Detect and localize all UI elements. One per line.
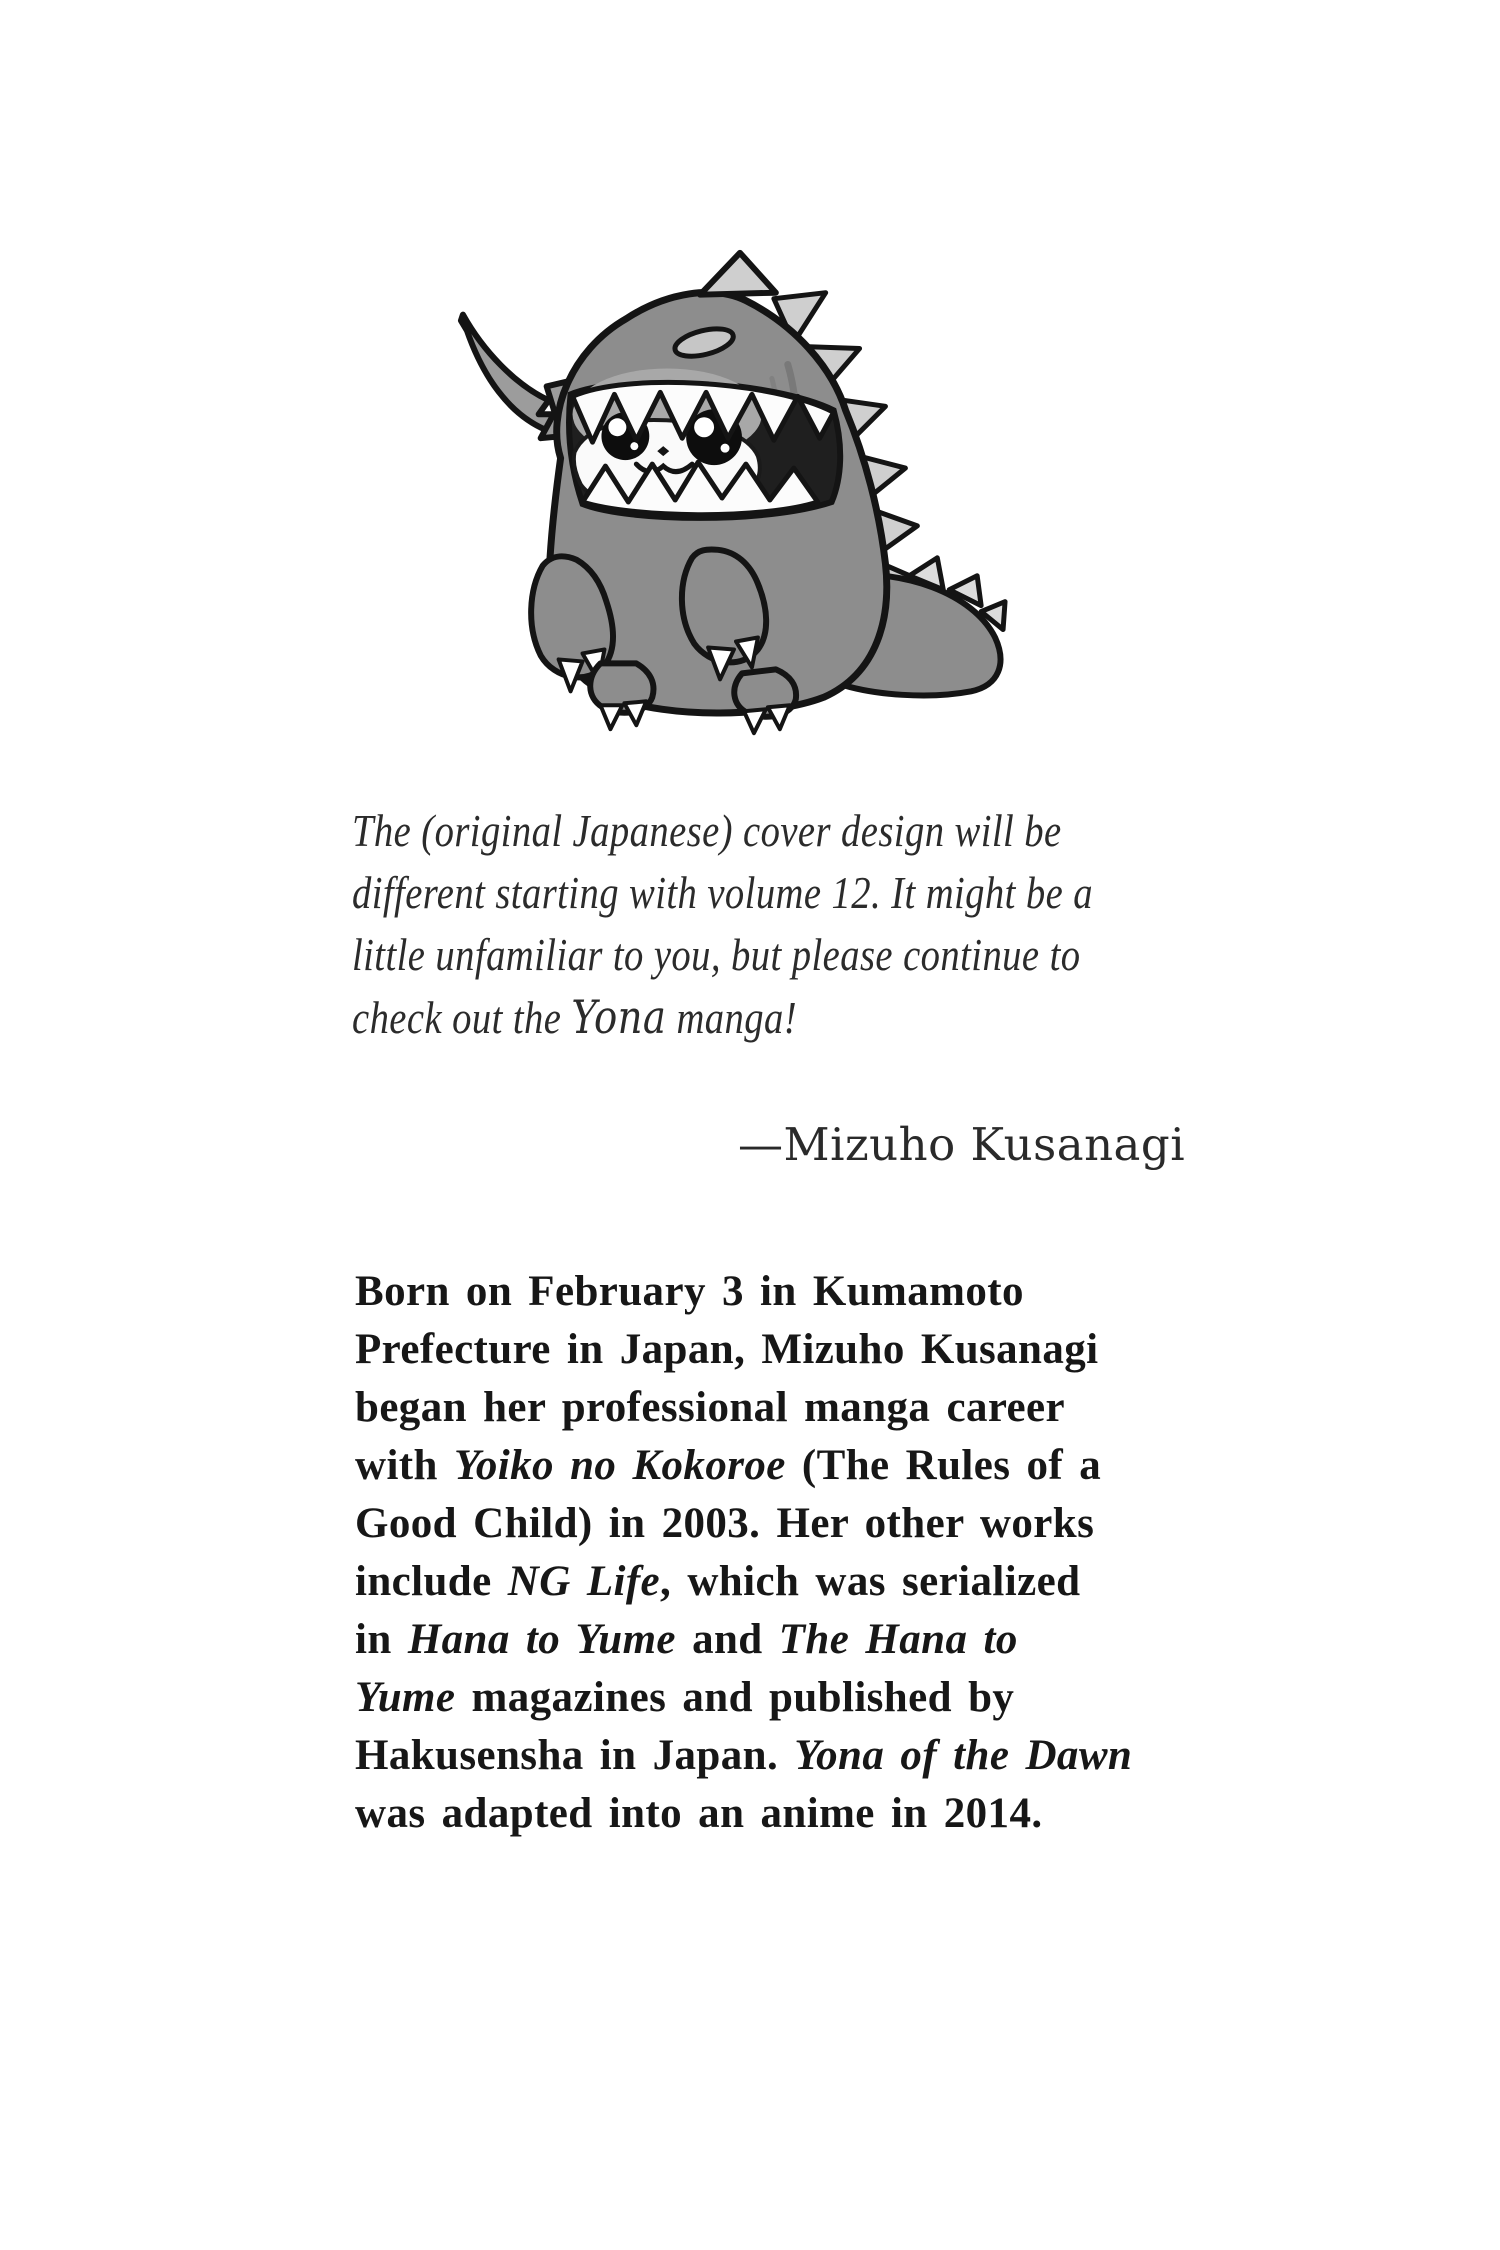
text-line xyxy=(355,1669,1132,1727)
text-line xyxy=(355,1379,1132,1437)
text-segment: with xyxy=(355,1442,454,1489)
text-segment: Good Child) in 2003. Her other works xyxy=(355,1500,1095,1547)
text-line xyxy=(352,924,1093,986)
author-bio xyxy=(355,1263,1132,1843)
text-segment: magazines and published by xyxy=(455,1674,1015,1721)
left-eye-highlight-2 xyxy=(630,442,638,450)
right-foot xyxy=(734,669,796,733)
right-eye-highlight-2 xyxy=(721,444,730,453)
head-spike xyxy=(700,253,776,295)
text-line xyxy=(352,800,1093,862)
text-segment: (The Rules of a xyxy=(785,1442,1102,1489)
text-line xyxy=(355,1553,1132,1611)
work-title-italic: Yoiko no Kokoroe xyxy=(453,1442,786,1489)
right-eye-highlight xyxy=(694,417,714,437)
text-segment: Hakusensha in Japan. xyxy=(355,1732,795,1779)
text-segment: different starting with volume 12. It might be a xyxy=(352,867,1094,918)
text-line xyxy=(355,1611,1132,1669)
claw xyxy=(744,709,766,733)
text-line xyxy=(355,1321,1132,1379)
claw xyxy=(624,701,646,725)
work-title-italic: NG Life xyxy=(507,1558,661,1605)
work-title-italic: Yume xyxy=(355,1674,456,1721)
text-segment: in xyxy=(355,1616,408,1663)
author-signature: —Mizuho Kusanagi xyxy=(738,1118,1186,1171)
text-segment: The (original Japanese) cover design will be xyxy=(352,805,1062,856)
text-segment: and xyxy=(675,1616,779,1663)
claw xyxy=(768,705,790,729)
text-line xyxy=(355,1437,1132,1495)
left-foot xyxy=(590,663,653,729)
work-title-italic: Yona xyxy=(571,990,667,1044)
text-segment: began her professional manga career xyxy=(355,1384,1066,1431)
text-line xyxy=(355,1727,1132,1785)
text-line xyxy=(355,1495,1132,1553)
text-segment: , which was serialized xyxy=(660,1558,1081,1605)
dino-costume-illustration xyxy=(443,246,1021,746)
text-segment: little unfamiliar to you, but please continue to xyxy=(352,929,1081,980)
text-line xyxy=(355,1263,1132,1321)
left-eye-highlight xyxy=(608,418,626,436)
claw xyxy=(600,705,622,729)
text-line xyxy=(352,986,1093,1049)
text-segment: Prefecture in Japan, Mizuho Kusanagi xyxy=(355,1326,1099,1373)
text-segment: manga! xyxy=(666,992,798,1043)
work-title-italic: The Hana to xyxy=(778,1616,1018,1663)
text-line xyxy=(355,1785,1132,1843)
text-segment: was adapted into an anime in 2014. xyxy=(355,1790,1043,1837)
work-title-italic: Hana to Yume xyxy=(407,1616,676,1663)
author-note xyxy=(352,800,1093,1049)
work-title-italic: Yona of the Dawn xyxy=(794,1732,1133,1779)
text-segment: check out the xyxy=(352,992,572,1043)
text-segment: Born on February 3 in Kumamoto xyxy=(355,1268,1024,1315)
text-segment: include xyxy=(355,1558,508,1605)
text-line xyxy=(352,862,1093,924)
